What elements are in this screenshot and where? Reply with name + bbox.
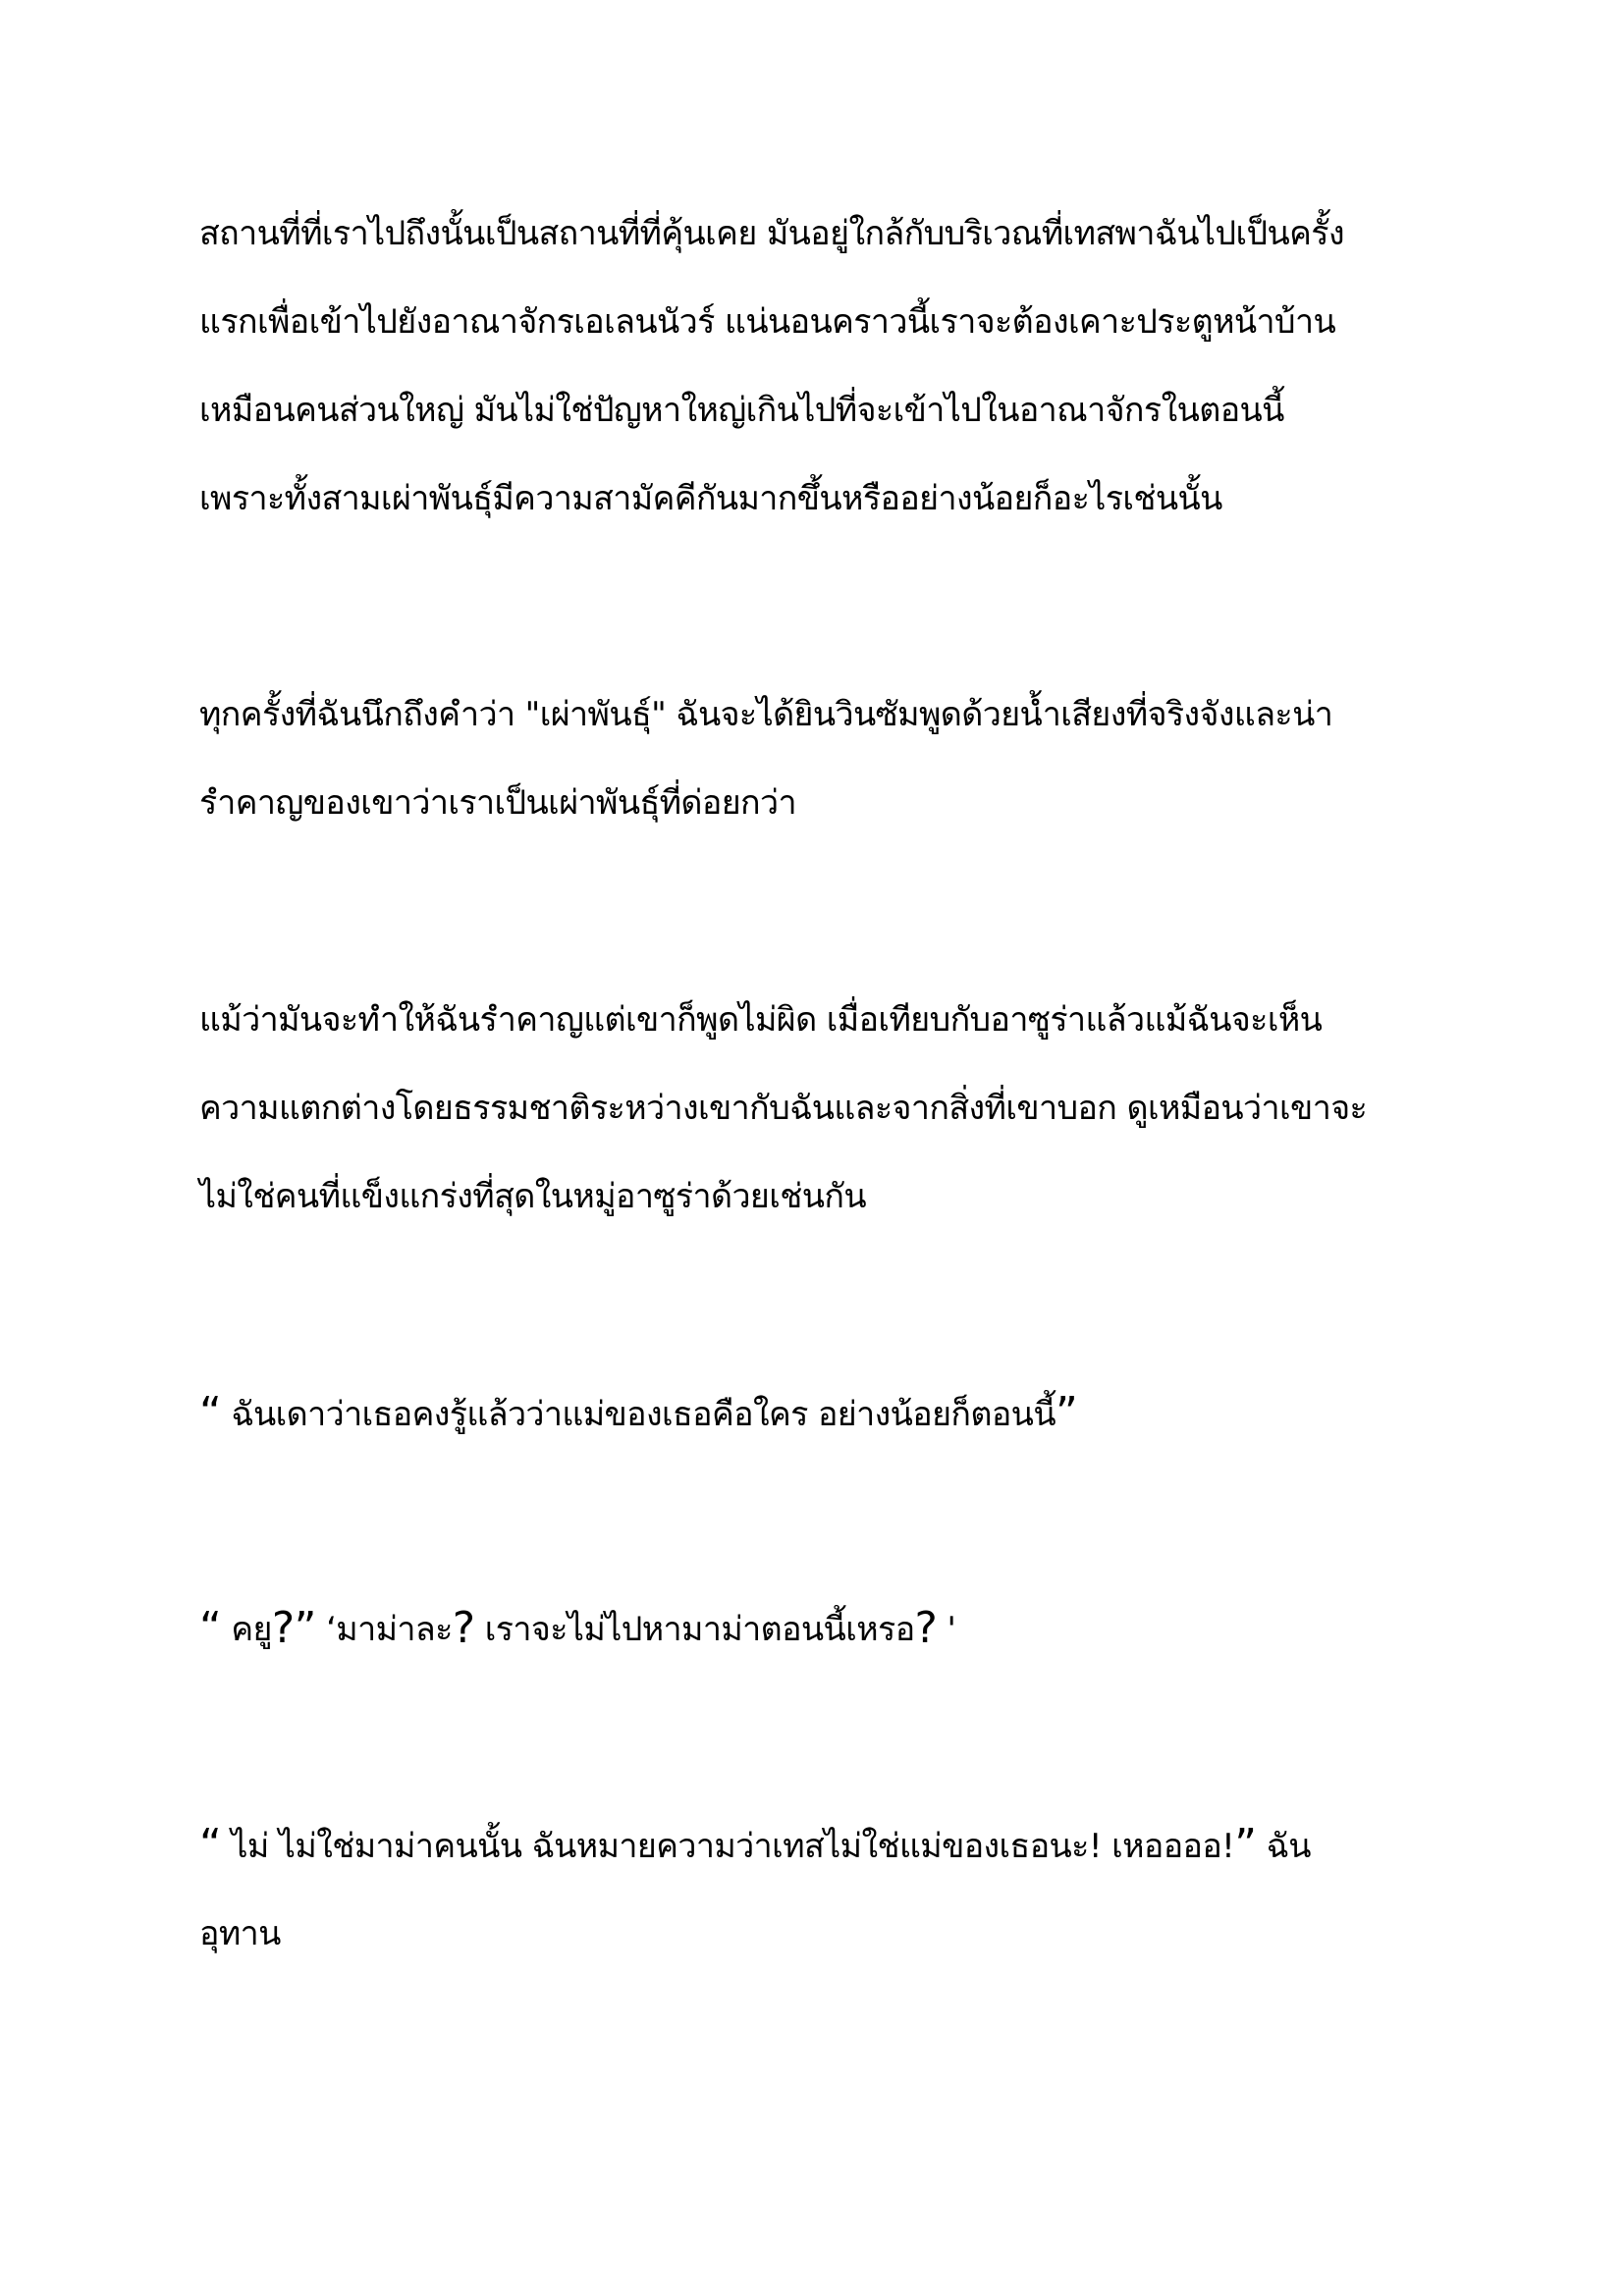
dialogue-2 [199,1603,1476,1655]
dialogue-2-text-a: คยู [221,1610,272,1649]
dialogue-1-close-quote: ” [1055,1388,1078,1438]
dialogue-3-tail: ฉัน [1256,1827,1311,1866]
dialogue-1 [199,1388,1476,1440]
paragraph-3-line-1: แม้ว่ามันจะทำให้ฉันรำคาญแต่เขาก็พูดไม่ผิด เมื่อเทียบกับอาซูร่าแล้วแม้ฉันจะเห็น [199,1000,1323,1040]
dialogue-2-text-d: ' [937,1610,956,1649]
dialogue-1-open-quote: “ [199,1388,222,1438]
dialogue-2-close-quote: ” [294,1603,316,1653]
paragraph-1-line-2: แรกเพื่อเข้าไปยังอาณาจักรเอเลนนัวร์ แน่นอนคราวนี้เราจะต้องเคาะประตูหน้าบ้าน [199,302,1336,342]
paragraph-1-line-1: สถานที่ที่เราไปถึงนั้นเป็นสถานที่ที่คุ้นเคย มันอยู่ใกล้กับบริเวณที่เทสพาฉันไปเป็นครั้ง [199,214,1344,253]
dialogue-2-qmark-a: ? [271,1603,295,1653]
paragraph-1-line-4: เพราะทั้งสามเผ่าพันธุ์มีความสามัคคีกันมากขึ้นหรืออย่างน้อยก็อะไรเช่นนั้น [199,479,1222,518]
dialogue-2-qmark-b: ? [452,1603,475,1653]
paragraph-3-line-2: ความแตกต่างโดยธรรมชาติระหว่างเขากับฉันและจากสิ่งที่เขาบอก ดูเหมือนว่าเขาจะ [199,1089,1368,1128]
paragraph-1-line-3: เหมือนคนส่วนใหญ่ มันไม่ใช่ปัญหาใหญ่เกินไปที่จะเข้าไปในอาณาจักรในตอนนี้ [199,391,1284,430]
dialogue-3-text: ไม่ ไม่ใช่มาม่าคนนั้น ฉันหมายความว่าเทสไม่ใช่แม่ของเธอนะ! เหออออ! [221,1827,1235,1866]
dialogue-1-text: ฉันเดาว่าเธอคงรู้แล้วว่าแม่ของเธอคือใคร อย่างน้อยก็ตอนนี้ [221,1395,1056,1434]
paragraph-3-line-3: ไม่ใช่คนที่แข็งแกร่งที่สุดในหมู่อาซูร่าด้วยเช่นกัน [199,1177,867,1216]
dialogue-2-text-c: เราจะไม่ไปหามาม่าตอนนี้เหรอ [474,1610,915,1649]
dialogue-2-text-b: ‘มาม่าละ [315,1610,453,1649]
dialogue-3-close-quote: ” [1234,1820,1257,1870]
dialogue-3-open-quote: “ [199,1820,222,1870]
dialogue-2-qmark-c: ? [914,1603,938,1653]
paragraph-2-line-1: ทุกครั้งที่ฉันนึกถึงคำว่า "เผ่าพันธุ์" ฉันจะได้ยินวินซัมพูดด้วยน้ำเสียงที่จริงจังและน่า [199,695,1333,734]
dialogue-3-continuation: อุทาน [199,1914,281,1953]
paragraph-2-line-2: รำคาญของเขาว่าเราเป็นเผ่าพันธุ์ที่ด่อยกว่า [199,783,797,823]
dialogue-2-open-quote: “ [199,1603,222,1653]
dialogue-3 [199,1820,1476,1872]
